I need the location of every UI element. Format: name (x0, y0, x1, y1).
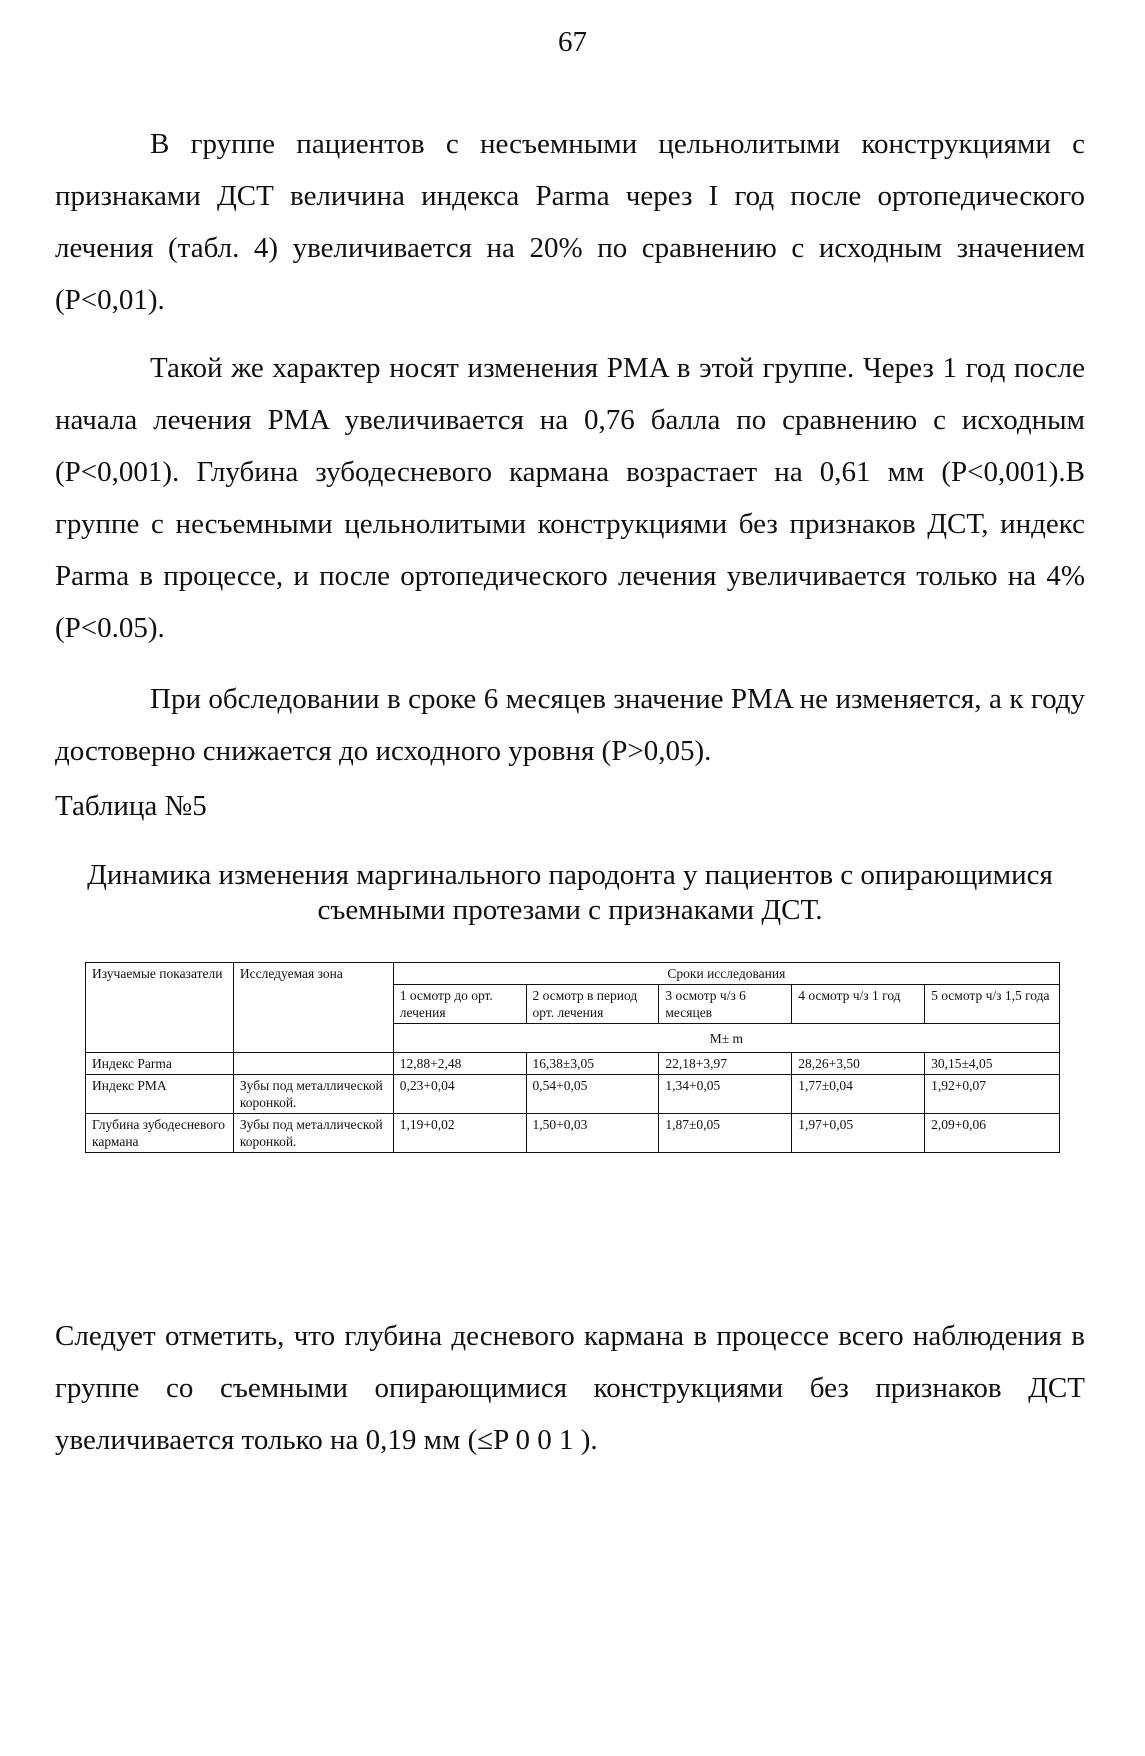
table-title: Динамика изменения маргинального пародонта у пациентов с опирающимися съемными протезами с признаками ДСТ. (87, 859, 1053, 926)
header-indicators: Изучаемые показатели (86, 963, 234, 1053)
value-cell: 0,54+0,05 (526, 1075, 659, 1114)
units-cell: M± m (393, 1024, 1059, 1053)
value-cell: 1,92+0,07 (925, 1075, 1060, 1114)
value-cell: 1,87±0,05 (659, 1114, 792, 1153)
value-cell: 1,34+0,05 (659, 1075, 792, 1114)
value-cell: 1,50+0,03 (526, 1114, 659, 1153)
period-header: 4 осмотр ч/з 1 год (792, 985, 925, 1024)
results-table (85, 962, 1060, 1153)
value-cell: 1,97+0,05 (792, 1114, 925, 1153)
value-cell: 1,77±0,04 (792, 1075, 925, 1114)
indicator-cell: Глубина зубодесневого кармана (86, 1114, 234, 1153)
period-header: 5 осмотр ч/з 1,5 года (925, 985, 1060, 1024)
value-cell: 12,88+2,48 (393, 1053, 526, 1075)
table-row (86, 1114, 1060, 1153)
table-row (86, 1075, 1060, 1114)
table-label: Таблица №5 (55, 790, 207, 822)
value-cell: 28,26+3,50 (792, 1053, 925, 1075)
zone-cell (233, 1053, 393, 1075)
value-cell: 22,18+3,97 (659, 1053, 792, 1075)
value-cell: 30,15±4,05 (925, 1053, 1060, 1075)
page-number: 67 (558, 26, 587, 58)
indicator-cell: Индекс PMA (86, 1075, 234, 1114)
table-row (86, 1053, 1060, 1075)
paragraph-pma-changes: Такой же характер носят изменения PMA в этой группе. Через 1 год после начала лечения PMA увеличивается на 0,76 балла по сравнению с исходным (P<0,001). Глубина зубодесневого кармана возрастает на 0,61 мм (P<0,001).В группе с несъемными цельнолитыми конструкциями без признаков ДСТ, индекс Parma в процессе, и после ортопедического лечения увеличивается только на 4% (P<0.05). (55, 352, 1085, 644)
header-zone: Исследуемая зона (233, 963, 393, 1053)
value-cell: 2,09+0,06 (925, 1114, 1060, 1153)
paragraph-six-months: При обследовании в сроке 6 месяцев значение PMA не изменяется, а к году достоверно снижается до исходного уровня (P>0,05). (55, 683, 1085, 767)
paragraph-parma-index: В группе пациентов с несъемными цельнолитыми конструкциями с признаками ДСТ величина индекса Parma через I год после ортопедического лечения (табл. 4) увеличивается на 20% по сравнению с исходным значением (P<0,01). (55, 128, 1085, 316)
value-cell: 0,23+0,04 (393, 1075, 526, 1114)
table-header-row (86, 963, 1060, 985)
period-header: 1 осмотр до орт. лечения (393, 985, 526, 1024)
zone-cell: Зубы под металлической коронкой. (233, 1114, 393, 1153)
zone-cell: Зубы под металлической коронкой. (233, 1075, 393, 1114)
header-periods: Сроки исследования (393, 963, 1059, 985)
period-header: 3 осмотр ч/з 6 месяцев (659, 985, 792, 1024)
period-header: 2 осмотр в период орт. лечения (526, 985, 659, 1024)
indicator-cell: Индекс Parma (86, 1053, 234, 1075)
value-cell: 1,19+0,02 (393, 1114, 526, 1153)
value-cell: 16,38±3,05 (526, 1053, 659, 1075)
paragraph-conclusion: Следует отметить, что глубина десневого кармана в процессе всего наблюдения в группе со съемными опирающимися конструкциями без признаков ДСТ увеличивается только на 0,19 мм (≤P 0 0 1 ). (55, 1320, 1085, 1456)
